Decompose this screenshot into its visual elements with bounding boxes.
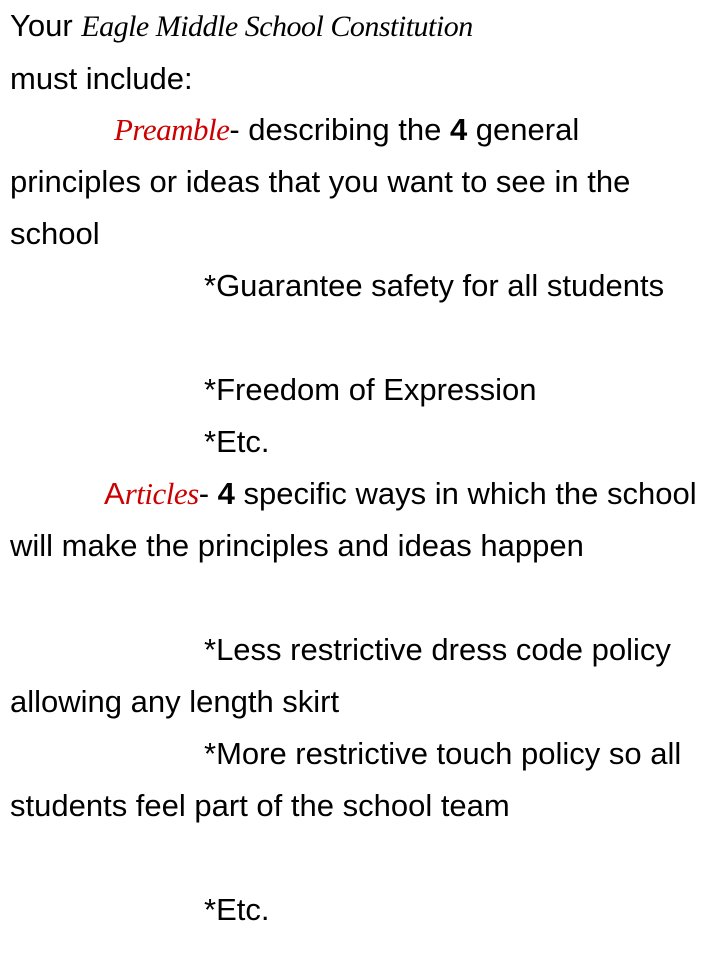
- intro-prefix: Your: [10, 8, 82, 43]
- intro-suffix: must include:: [10, 61, 193, 96]
- preamble-example-1: *Guarantee safety for all students: [204, 268, 665, 303]
- preamble-text-1: - describing the: [229, 112, 450, 147]
- preamble-count: 4: [449, 112, 468, 147]
- articles-count: 4: [217, 476, 235, 511]
- articles-example-2: *More restrictive touch policy so all students feel part of the school team: [10, 736, 682, 823]
- preamble-text-2: general principles or ideas that you want to see in the school: [10, 112, 631, 251]
- preamble-paragraph: [10, 104, 710, 260]
- articles-term-rest: rticles: [124, 476, 199, 511]
- articles-term-initial: A: [104, 476, 125, 511]
- preamble-example-2: *Freedom of Expression: [204, 372, 537, 407]
- articles-text-2: specific ways in which the school will make the principles and ideas happen: [10, 476, 697, 563]
- articles-paragraph: [10, 468, 710, 572]
- articles-example-3: *Etc.: [204, 892, 270, 927]
- preamble-term: Preamble: [114, 112, 230, 147]
- school-constitution-name: Eagle Middle School Constitution: [81, 10, 473, 43]
- intro-paragraph: [10, 0, 710, 105]
- preamble-example-3: *Etc.: [204, 424, 270, 459]
- articles-example-1: *Less restrictive dress code policy allowing any length skirt: [10, 632, 671, 719]
- articles-text-1: -: [198, 476, 218, 511]
